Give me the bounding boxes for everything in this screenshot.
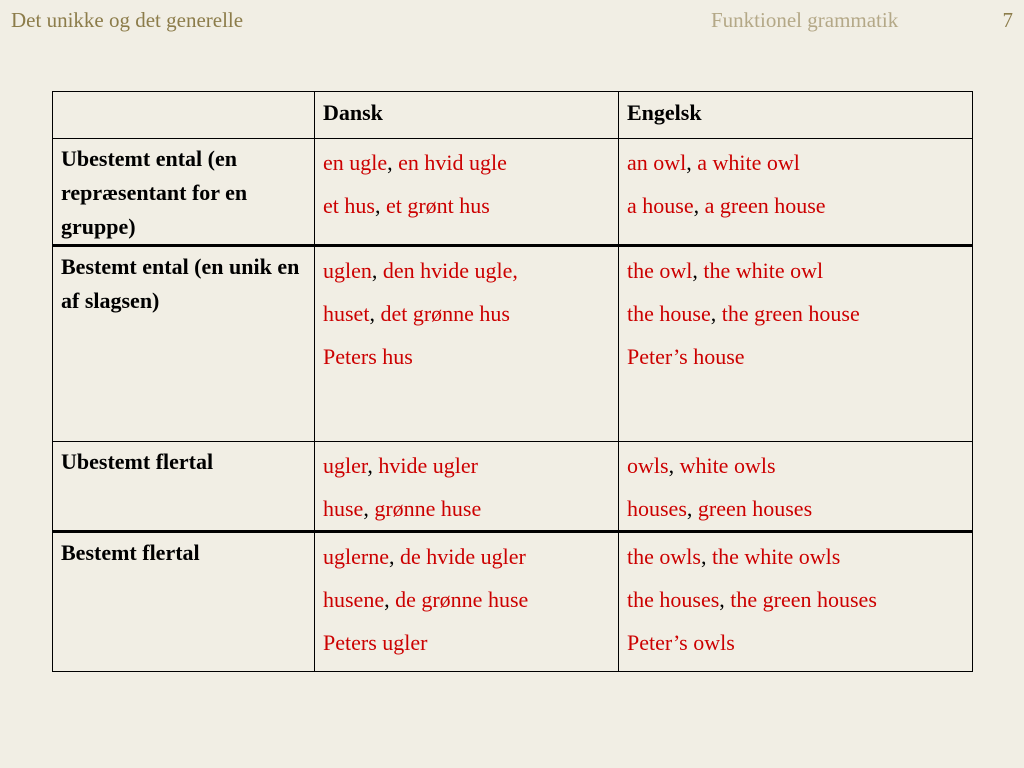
example-phrase: Peters hus: [323, 344, 413, 369]
example-phrase: Peter’s owls: [627, 630, 735, 655]
example-phrase: Peter’s house: [627, 344, 745, 369]
example-line: [627, 184, 964, 227]
example-line: [323, 621, 610, 664]
example-phrase: huset: [323, 301, 370, 326]
example-line: [323, 487, 610, 530]
example-line: [627, 487, 964, 530]
separator: ,: [387, 150, 399, 175]
example-phrase: green houses: [697, 496, 813, 521]
separator: ,: [668, 453, 680, 478]
example-phrase: hvide ugler: [378, 453, 478, 478]
example-phrase: huse: [323, 496, 364, 521]
example-phrase: a house: [627, 193, 694, 218]
separator: ,: [693, 193, 705, 218]
table-row: [53, 246, 973, 442]
example-phrase: white owls: [679, 453, 776, 478]
engelsk-examples-cell: [619, 532, 973, 672]
separator: ,: [719, 587, 731, 612]
separator: ,: [686, 496, 698, 521]
example-phrase: a green house: [704, 193, 826, 218]
example-phrase: et hus: [323, 193, 375, 218]
example-phrase: en hvid ugle: [398, 150, 507, 175]
example-phrase: Peters ugler: [323, 630, 428, 655]
separator: ,: [692, 258, 704, 283]
example-phrase: uglerne: [323, 544, 389, 569]
table-header-row: [53, 92, 973, 139]
engelsk-examples-cell: [619, 442, 973, 532]
example-phrase: a white owl: [697, 150, 800, 175]
example-line: [323, 249, 610, 292]
example-phrase: the white owls: [711, 544, 841, 569]
example-phrase: the house: [627, 301, 711, 326]
column-header: [53, 92, 315, 139]
example-line: [627, 621, 964, 664]
separator: ,: [384, 587, 396, 612]
example-phrase: the green house: [721, 301, 860, 326]
separator: ,: [710, 301, 722, 326]
separator: ,: [367, 453, 379, 478]
slide-title: Det unikke og det generelle: [11, 8, 244, 32]
example-phrase: the green houses: [730, 587, 877, 612]
example-phrase: de hvide ugler: [399, 544, 526, 569]
dansk-examples-cell: [315, 532, 619, 672]
example-phrase: grønne huse: [374, 496, 482, 521]
separator: ,: [700, 544, 712, 569]
example-phrase: husene: [323, 587, 385, 612]
example-phrase: the houses: [627, 587, 720, 612]
example-phrase: ugler: [323, 453, 368, 478]
example-line: [627, 292, 964, 335]
example-phrase: den hvide ugle,: [382, 258, 518, 283]
example-phrase: the owl: [627, 258, 693, 283]
table-row: [53, 139, 973, 246]
row-label: Bestemt ental (en unik en af slagsen): [53, 246, 315, 442]
separator: ,: [371, 258, 383, 283]
example-phrase: the white owl: [703, 258, 824, 283]
example-phrase: the owls: [627, 544, 701, 569]
example-phrase: houses: [627, 496, 687, 521]
slide-subject: Funktionel grammatik: [711, 8, 899, 32]
example-phrase: de grønne huse: [395, 587, 529, 612]
example-line: [323, 444, 610, 487]
example-line: [323, 535, 610, 578]
example-phrase: en ugle: [323, 150, 388, 175]
slide-header: [11, 8, 1013, 36]
dansk-examples-cell: [315, 246, 619, 442]
separator: ,: [363, 496, 375, 521]
row-label: Ubestemt flertal: [53, 442, 315, 532]
column-header: Engelsk: [619, 92, 973, 139]
table-row: [53, 442, 973, 532]
separator: ,: [374, 193, 386, 218]
row-label: Ubestemt ental (en repræsentant for en gruppe): [53, 139, 315, 246]
column-header: Dansk: [315, 92, 619, 139]
table-row: [53, 532, 973, 672]
example-line: [627, 578, 964, 621]
row-label: Bestemt flertal: [53, 532, 315, 672]
separator: ,: [686, 150, 698, 175]
slide-number: 7: [1002, 8, 1013, 32]
example-phrase: an owl: [627, 150, 687, 175]
grammar-table: [52, 91, 973, 672]
dansk-examples-cell: [315, 139, 619, 246]
example-line: [627, 444, 964, 487]
example-line: [323, 292, 610, 335]
example-line: [627, 335, 964, 378]
example-line: [627, 535, 964, 578]
example-phrase: uglen: [323, 258, 372, 283]
engelsk-examples-cell: [619, 246, 973, 442]
example-line: [323, 578, 610, 621]
example-line: [627, 141, 964, 184]
example-phrase: det grønne hus: [380, 301, 510, 326]
example-line: [323, 335, 610, 378]
separator: ,: [388, 544, 400, 569]
example-phrase: et grønt hus: [385, 193, 490, 218]
example-line: [323, 141, 610, 184]
separator: ,: [369, 301, 381, 326]
dansk-examples-cell: [315, 442, 619, 532]
engelsk-examples-cell: [619, 139, 973, 246]
example-line: [627, 249, 964, 292]
example-line: [323, 184, 610, 227]
example-phrase: owls: [627, 453, 669, 478]
